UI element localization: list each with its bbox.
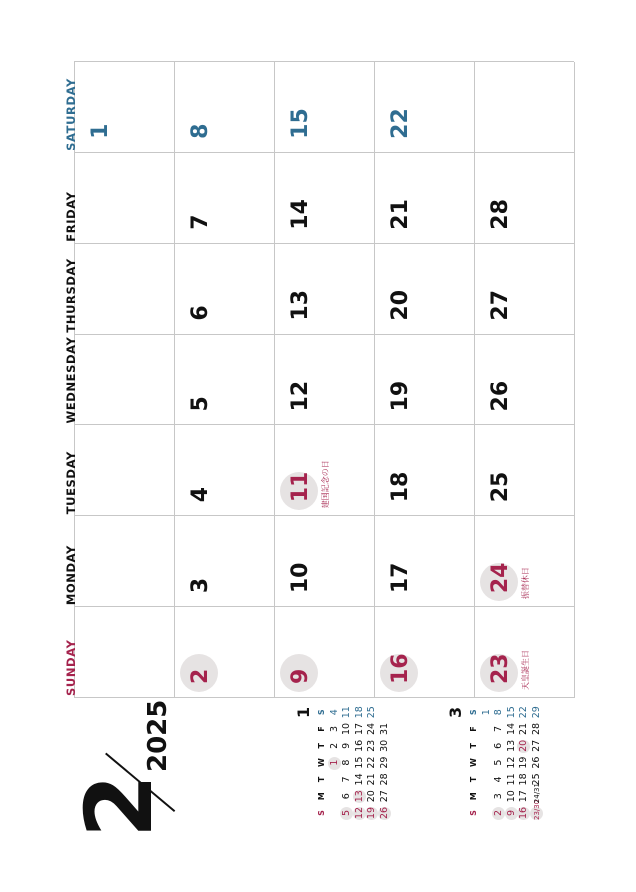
mini-day: 12 xyxy=(353,806,365,820)
mini-day: 18 xyxy=(518,773,529,786)
day-number: 21 xyxy=(388,199,413,230)
mini-weekday-label: T xyxy=(469,743,478,749)
day-number: 12 xyxy=(288,380,313,412)
day-cell[interactable] xyxy=(174,426,274,516)
mini-day: 12 xyxy=(505,756,517,769)
mini-weekday-label: T xyxy=(317,743,326,749)
holiday-name: 建国記念の日 xyxy=(321,460,330,509)
day-number: 18 xyxy=(388,471,413,503)
day-cell[interactable] xyxy=(174,63,274,153)
mini-day: 15 xyxy=(353,756,365,769)
mini-day: 14 xyxy=(505,722,517,736)
mini-day: 8 xyxy=(493,709,504,716)
mini-day: 4 xyxy=(493,776,504,783)
mini-day: 25 xyxy=(530,773,542,786)
day-cell[interactable] xyxy=(274,517,374,607)
mini-day: 16 xyxy=(353,739,365,752)
mini-day: 7 xyxy=(493,725,504,733)
day-cell[interactable] xyxy=(174,608,274,698)
day-cell[interactable] xyxy=(174,517,274,607)
mini-weekday-label: W xyxy=(469,758,478,768)
mini-day: 25 xyxy=(366,706,377,719)
day-number: 24 xyxy=(488,562,513,594)
day-cell[interactable] xyxy=(474,335,574,425)
day-number: 14 xyxy=(288,199,313,230)
mini-day: 2 xyxy=(493,809,504,817)
mini-day: 19 xyxy=(366,806,377,820)
mini-day: 19 xyxy=(518,756,529,769)
mini-day: 3 xyxy=(493,793,504,800)
mini-day: 28 xyxy=(378,773,390,786)
day-cell[interactable] xyxy=(274,245,374,335)
day-cell[interactable] xyxy=(274,154,374,244)
mini-day: 29 xyxy=(378,756,390,769)
day-cell[interactable] xyxy=(374,245,474,335)
mini-day: 21 xyxy=(518,722,529,736)
month-number: 2 xyxy=(66,773,173,838)
day-cell[interactable] xyxy=(274,426,374,516)
mini-day: 31 xyxy=(378,722,390,736)
mini-day: 7 xyxy=(341,776,352,783)
day-number: 22 xyxy=(388,108,413,139)
day-number: 1 xyxy=(88,123,113,139)
mini-weekday-label: S xyxy=(469,810,478,816)
mini-weekday-label: M xyxy=(317,792,326,801)
mini-calendar-title: 3 xyxy=(446,706,465,718)
mini-weekday-label: T xyxy=(317,776,326,783)
mini-weekday-label: S xyxy=(469,709,478,716)
mini-day: 20 xyxy=(366,790,377,803)
mini-day: 11 xyxy=(341,706,352,719)
mini-day: 27 xyxy=(530,739,542,752)
day-cell[interactable] xyxy=(374,154,474,244)
day-cell[interactable] xyxy=(274,63,374,153)
day-cell[interactable] xyxy=(74,63,174,153)
day-number: 25 xyxy=(488,471,513,503)
weekday-label-sunday: SUNDAY xyxy=(64,639,78,696)
day-number: 26 xyxy=(488,380,513,412)
mini-day: 24/31 xyxy=(532,783,541,804)
mini-weekday-label: F xyxy=(469,726,478,732)
day-cell[interactable] xyxy=(474,517,574,607)
day-number: 13 xyxy=(288,289,313,321)
grid-row-line xyxy=(574,62,575,698)
day-cell[interactable] xyxy=(374,63,474,153)
day-cell[interactable] xyxy=(474,426,574,516)
day-cell[interactable] xyxy=(374,426,474,516)
weekday-label-tuesday: TUESDAY xyxy=(64,451,78,515)
day-number: 28 xyxy=(488,199,513,230)
mini-day: 3 xyxy=(328,725,340,733)
mini-day: 6 xyxy=(341,793,352,800)
mini-day: 10 xyxy=(341,722,352,736)
mini-day: 24 xyxy=(366,722,377,736)
mini-day: 27 xyxy=(378,790,390,803)
day-cell[interactable] xyxy=(174,245,274,335)
day-cell[interactable] xyxy=(274,608,374,698)
day-cell[interactable] xyxy=(374,335,474,425)
mini-day: 15 xyxy=(505,706,517,719)
day-number: 23 xyxy=(488,653,513,684)
day-number: 27 xyxy=(488,289,513,321)
mini-day: 5 xyxy=(341,809,352,817)
mini-day: 21 xyxy=(366,773,377,786)
mini-weekday-label: F xyxy=(317,726,326,732)
mini-day: 17 xyxy=(353,722,365,736)
mini-day: 14 xyxy=(353,773,365,786)
mini-day: 29 xyxy=(530,706,542,719)
mini-day: 4 xyxy=(328,709,340,716)
weekday-label-wednesday: WEDNESDAY xyxy=(64,336,78,424)
day-number: 17 xyxy=(388,562,413,594)
mini-day: 20 xyxy=(518,739,529,752)
day-number: 8 xyxy=(188,123,213,139)
mini-day: 8 xyxy=(341,759,352,766)
mini-calendar-title: 1 xyxy=(294,706,313,718)
day-number: 5 xyxy=(188,396,213,412)
mini-day: 17 xyxy=(518,790,529,803)
mini-weekday-label: T xyxy=(469,776,478,783)
mini-day: 26 xyxy=(378,806,390,820)
mini-day: 13 xyxy=(505,739,517,752)
day-number: 4 xyxy=(188,486,213,503)
mini-day: 23 xyxy=(366,739,377,752)
weekday-label-friday: FRIDAY xyxy=(64,191,78,242)
day-number: 15 xyxy=(288,108,313,139)
mini-day: 2 xyxy=(328,742,340,749)
mini-day: 30 xyxy=(378,739,390,752)
mini-day: 1 xyxy=(328,759,340,766)
day-cell[interactable] xyxy=(474,154,574,244)
mini-day: 11 xyxy=(505,773,517,786)
day-number: 9 xyxy=(288,668,313,684)
year-label: 2025 xyxy=(143,699,173,772)
mini-weekday-label: S xyxy=(317,810,326,816)
mini-day: 22 xyxy=(366,756,377,769)
day-number: 6 xyxy=(188,305,213,321)
day-number: 19 xyxy=(388,380,413,412)
holiday-name: 天皇誕生日 xyxy=(521,650,530,690)
mini-day: 28 xyxy=(530,722,542,736)
mini-weekday-label: S xyxy=(317,709,326,716)
day-number: 10 xyxy=(288,562,313,594)
mini-day: 10 xyxy=(505,790,517,803)
day-number: 3 xyxy=(188,577,213,594)
mini-weekday-label: W xyxy=(317,758,326,768)
mini-day: 26 xyxy=(530,756,542,769)
weekday-label-saturday: SATURDAY xyxy=(64,78,78,151)
mini-weekday-label: M xyxy=(469,792,478,801)
mini-day: 16 xyxy=(518,806,529,820)
day-number: 16 xyxy=(388,653,413,684)
day-number: 11 xyxy=(288,471,313,503)
day-cell[interactable] xyxy=(274,335,374,425)
day-number: 20 xyxy=(388,289,413,321)
mini-day: 1 xyxy=(480,709,492,716)
holiday-name: 振替休日 xyxy=(521,567,530,600)
grid-column-line xyxy=(74,61,574,62)
mini-day: 9 xyxy=(341,742,352,749)
day-cell[interactable] xyxy=(474,245,574,335)
mini-day: 13 xyxy=(353,790,365,803)
day-cell[interactable] xyxy=(374,517,474,607)
mini-day: 5 xyxy=(493,759,504,766)
day-cell[interactable] xyxy=(474,608,574,698)
mini-day: 18 xyxy=(353,706,365,719)
day-cell[interactable] xyxy=(174,335,274,425)
day-cell[interactable] xyxy=(174,154,274,244)
day-number: 7 xyxy=(188,214,213,230)
mini-day: 9 xyxy=(505,809,517,817)
mini-day: 22 xyxy=(518,706,529,719)
weekday-label-monday: MONDAY xyxy=(64,545,78,606)
day-cell[interactable] xyxy=(374,608,474,698)
mini-day: 6 xyxy=(493,742,504,749)
mini-day: 23/30 xyxy=(532,799,541,820)
weekday-label-thursday: THURSDAY xyxy=(64,258,78,333)
day-number: 2 xyxy=(188,668,213,684)
